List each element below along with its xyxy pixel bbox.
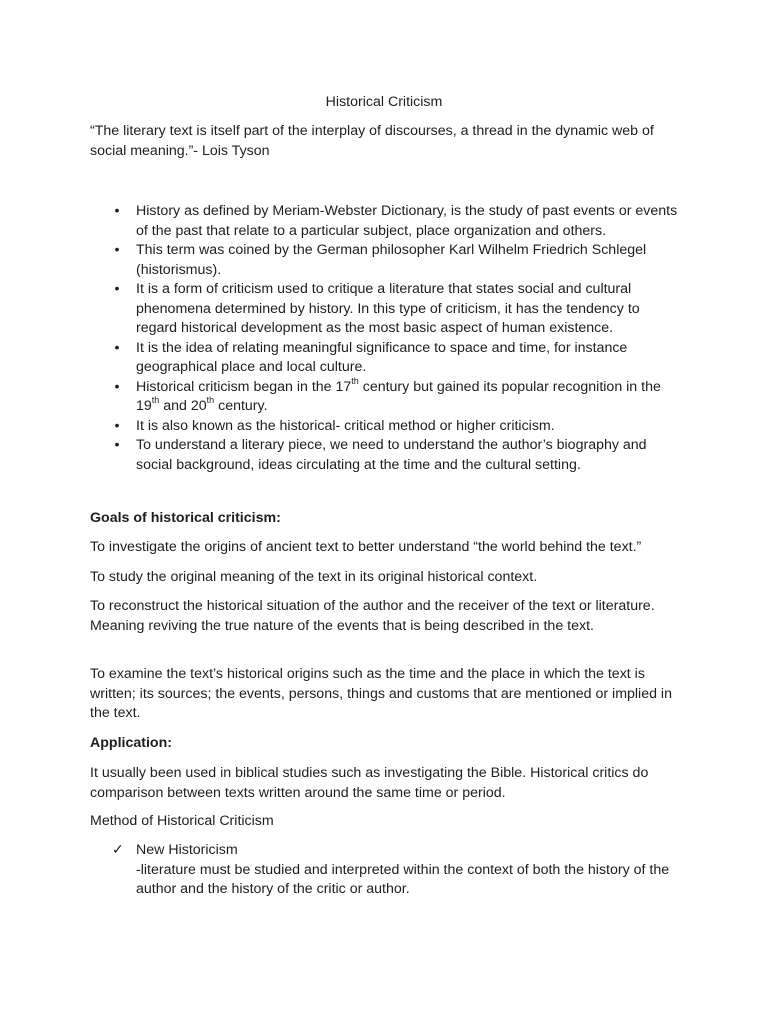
list-item-text: It is a form of criticism used to critique a literature that states social and cultural phenomena determined by history. In this type of criticism, it has the tendency to regard historical development as the most basic aspect of human existence. xyxy=(136,281,640,336)
application-heading: Application: xyxy=(90,735,172,751)
list-item xyxy=(110,241,680,280)
method-item-title: New Historicism xyxy=(136,842,238,858)
list-item-text: It is the idea of relating meaningful significance to space and time, for instance geographical place and local culture. xyxy=(136,339,628,375)
application-paragraph: It usually been used in biblical studies such as investigating the Bible. Historical critics do comparison between texts written around the same time or period. xyxy=(90,765,649,801)
list-item-text: History as defined by Meriam-Webster Dictionary, is the study of past events or events of the past that relate to a particular subject, place organization and others. xyxy=(136,203,678,239)
goal-paragraph: To study the original meaning of the text in its original historical context. xyxy=(90,569,538,585)
list-item xyxy=(110,375,680,417)
bullet-icon: • xyxy=(114,437,120,453)
bullet-icon: • xyxy=(114,242,120,258)
list-item-text xyxy=(136,375,661,415)
bullet-icon: • xyxy=(114,203,120,219)
goal-paragraph: To examine the text’s historical origins such as the time and the place in which the text is written; its sources; the events, persons, things and customs that are mentioned or implied in the text. xyxy=(90,666,672,721)
list-item xyxy=(110,841,690,900)
list-item-text: To understand a literary piece, we need to understand the author’s biography and social background, ideas circulating at the time and the cultural setting. xyxy=(136,437,647,473)
list-item xyxy=(110,202,680,241)
list-item-text: It is also known as the historical- critical method or higher criticism. xyxy=(136,417,555,434)
bullet-icon: • xyxy=(114,417,120,434)
superscript: th xyxy=(151,395,160,406)
list-item xyxy=(110,436,680,475)
checkmark-icon: ✓ xyxy=(112,842,124,858)
bullet-icon: • xyxy=(114,378,120,395)
list-item xyxy=(110,280,680,339)
epigraph-quote: “The literary text is itself part of the interplay of discourses, a thread in the dynamic web of social meaning.”- Lois Tyson xyxy=(90,123,654,159)
goals-heading: Goals of historical criticism: xyxy=(90,510,281,526)
list-item-text: This term was coined by the German philosopher Karl Wilhelm Friedrich Schlegel (historismus). xyxy=(136,242,647,278)
goal-paragraph: To reconstruct the historical situation of the author and the receiver of the text or literature. Meaning reviving the true nature of the events that is being described in the text. xyxy=(90,598,655,634)
bullet-icon: • xyxy=(114,339,120,356)
text-part: century but gained its popular recognition in the 19 xyxy=(136,378,661,414)
goal-paragraph: To investigate the origins of ancient text to better understand “the world behind the text.” xyxy=(90,539,642,555)
superscript: th xyxy=(206,395,215,406)
list-item xyxy=(110,417,680,437)
document-title: Historical Criticism xyxy=(325,94,443,110)
text-part: and 20 xyxy=(159,398,207,414)
method-list xyxy=(110,841,690,900)
bullet-list xyxy=(110,202,680,475)
superscript: th xyxy=(351,375,359,386)
text-part: century. xyxy=(214,398,268,414)
list-item xyxy=(110,339,680,378)
method-item-text: -literature must be studied and interpreted within the context of both the history of the author and the history of the critic or author. xyxy=(136,861,670,897)
text-part: Historical criticism began in the 17 xyxy=(136,378,352,395)
method-heading: Method of Historical Criticism xyxy=(90,813,274,829)
bullet-icon: • xyxy=(114,281,120,297)
